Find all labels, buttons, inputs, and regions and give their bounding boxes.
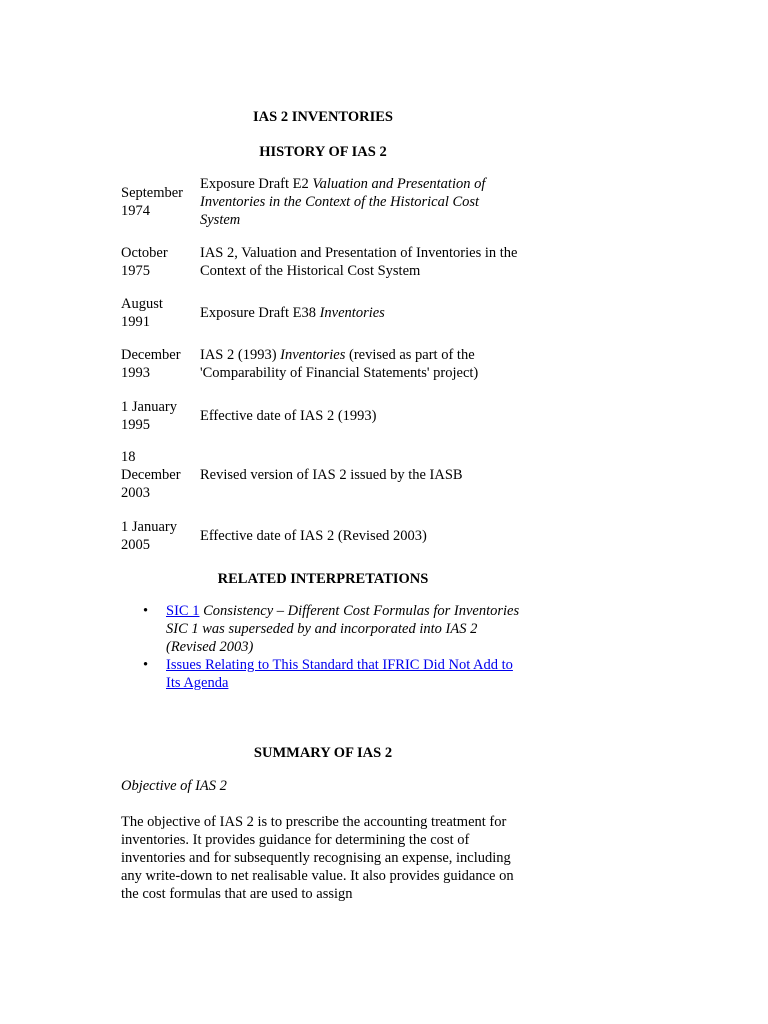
history-description	[200, 346, 518, 382]
history-description-text: Exposure Draft E2	[200, 176, 313, 192]
related-heading: RELATED INTERPRETATIONS	[217, 571, 429, 587]
history-description: Effective date of IAS 2 (Revised 2003)	[200, 528, 427, 544]
objective-heading	[121, 777, 516, 795]
history-row	[121, 398, 521, 434]
sic1-link[interactable]: SIC 1	[166, 603, 200, 619]
list-item	[121, 656, 521, 692]
document-title: IAS 2 INVENTORIES	[253, 109, 393, 125]
history-date: 18 December 2003	[121, 449, 181, 501]
history-description-italic: Valuation and Presentation of Inventories in the Context of the Historical Cost System	[200, 176, 486, 228]
history-row	[121, 175, 521, 229]
history-description-italic: Inventories	[280, 347, 346, 363]
issues-link[interactable]: Issues Relating to This Standard that IFRIC Did Not Add to Its Agenda	[166, 657, 513, 691]
history-row	[121, 346, 521, 382]
history-row	[121, 518, 521, 554]
history-description-text: IAS 2 (1993)	[200, 347, 281, 363]
history-date: August 1991	[121, 296, 163, 330]
history-description: IAS 2, Valuation and Presentation of Inventories in the Context of the Historical Cost System	[200, 245, 518, 279]
history-description: Effective date of IAS 2 (1993)	[200, 408, 377, 424]
objective-paragraph: The objective of IAS 2 is to prescribe the accounting treatment for inventories. It provides guidance for determining the cost of inventories and for subsequently recognising an expense, including any write-down to net realisable value. It also provides guidance on the cost formulas that are used to assign	[121, 814, 514, 902]
bullet-icon: •	[143, 603, 149, 619]
summary-heading: SUMMARY OF IAS 2	[253, 745, 393, 761]
related-list	[121, 602, 521, 692]
bullet-icon: •	[143, 657, 149, 673]
history-description: Revised version of IAS 2 issued by the IASB	[200, 467, 463, 483]
history-heading: HISTORY OF IAS 2	[259, 144, 387, 160]
history-description	[200, 295, 518, 331]
history-description-text: Exposure Draft E38	[200, 305, 320, 321]
history-date: 1 January 1995	[121, 399, 177, 433]
history-date: October 1975	[121, 245, 168, 279]
history-date: 1 January 2005	[121, 519, 177, 553]
history-description-suffix: (revised as part of the 'Comparability of Financial Statements' project)	[200, 347, 479, 381]
history-date: December 1993	[121, 347, 181, 381]
history-description	[200, 175, 518, 229]
sic1-title: Consistency – Different Cost Formulas for Inventories	[203, 603, 520, 619]
list-item	[121, 602, 521, 656]
objective-heading-text: Objective of IAS 2	[121, 778, 227, 794]
history-row	[121, 448, 521, 502]
history-date: September 1974	[121, 185, 184, 219]
history-row	[121, 295, 521, 331]
sic1-note: SIC 1 was superseded by and incorporated into IAS 2 (Revised 2003)	[166, 621, 478, 655]
history-row	[121, 244, 521, 280]
history-description-italic: Inventories	[319, 305, 385, 321]
